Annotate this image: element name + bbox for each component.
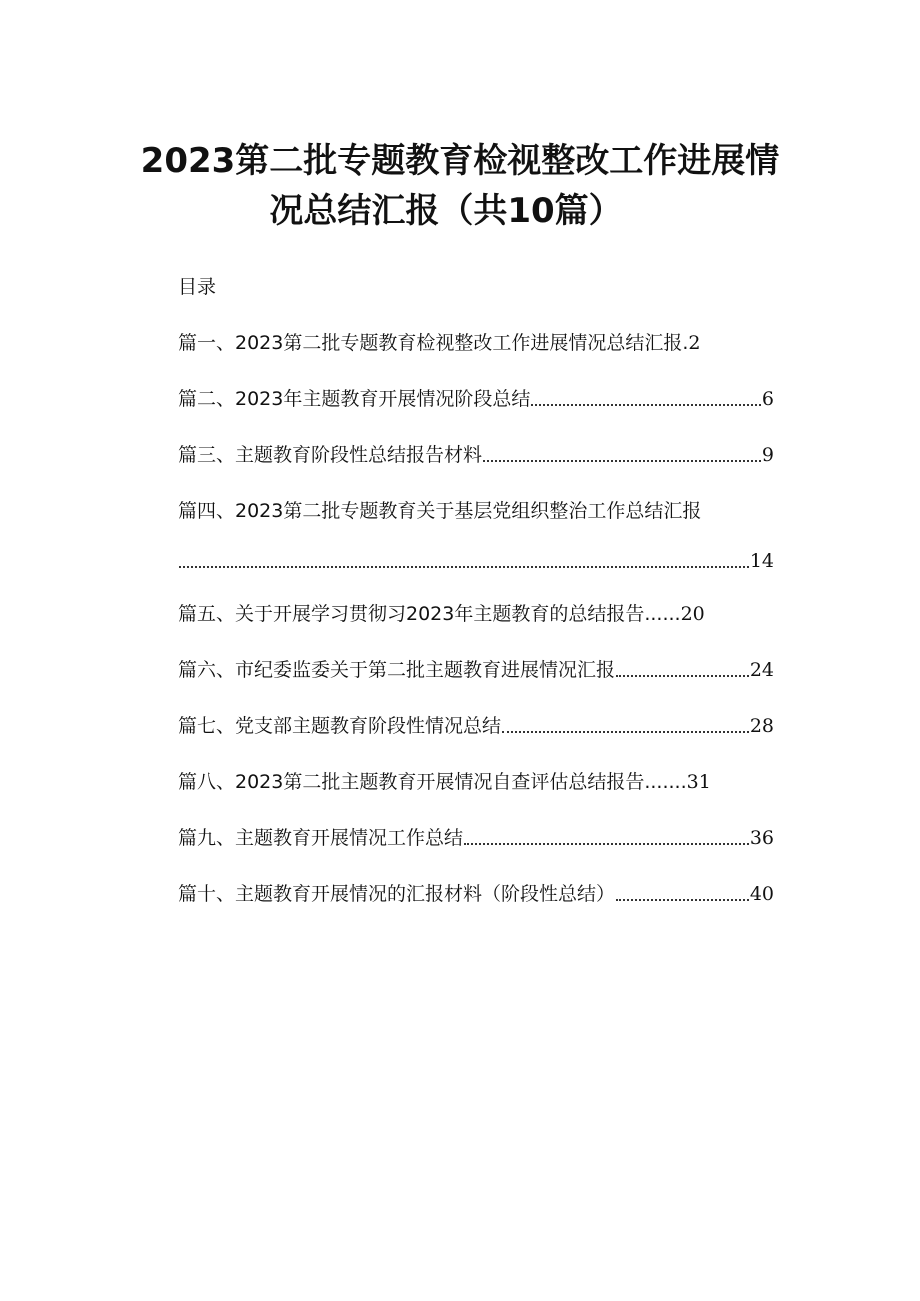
toc-entry-4[interactable] <box>178 498 774 524</box>
toc-entry-7[interactable] <box>178 713 774 739</box>
document-title-line-1: 2023第二批专题教育检视整改工作进展情 <box>140 141 780 181</box>
toc-entry-2[interactable] <box>178 386 774 412</box>
toc-entry-3[interactable] <box>178 442 774 468</box>
toc-entry-label: 篇十、主题教育开展情况的汇报材料（阶段性总结） <box>178 883 616 905</box>
toc-leader-dots <box>531 404 761 406</box>
toc-entry-page: 14 <box>749 550 774 572</box>
toc-entry-8[interactable] <box>178 769 711 795</box>
toc-entry-9[interactable] <box>178 825 774 851</box>
toc-entry-page: 20 <box>680 603 705 625</box>
toc-entry-6[interactable] <box>178 657 774 683</box>
toc-entry-label: 篇七、党支部主题教育阶段性情况总结 <box>178 715 502 737</box>
toc-entry-label: 篇三、主题教育阶段性总结报告材料 <box>178 444 483 466</box>
toc-entry-page: 28 <box>749 715 774 737</box>
toc-entry-page: 2 <box>688 332 701 354</box>
toc-entry-5[interactable] <box>178 601 705 627</box>
toc-leader-dots <box>464 843 749 845</box>
toc-entry-label: 篇一、2023第二批专题教育检视整改工作进展情况总结汇报. <box>178 332 689 354</box>
toc-entry-label: 篇九、主题教育开展情况工作总结 <box>178 827 464 849</box>
toc-entry-page: 40 <box>749 883 774 905</box>
toc-entry-page: 31 <box>686 771 711 793</box>
toc-leader-dots <box>616 899 749 901</box>
toc-entry-label: 篇八、2023第二批主题教育开展情况自查评估总结报告....... <box>178 771 687 793</box>
toc-entry-label: 篇二、2023年主题教育开展情况阶段总结 <box>178 388 531 410</box>
toc-entry-1[interactable] <box>178 330 701 356</box>
toc-entry-page: 9 <box>761 444 774 466</box>
toc-leader-dots <box>179 566 749 568</box>
toc-entry-label: 篇四、2023第二批专题教育关于基层党组织整治工作总结汇报 <box>178 500 702 522</box>
toc-entry-page: 6 <box>761 388 774 410</box>
toc-heading: 目录 <box>178 276 217 298</box>
toc-entry-page: 36 <box>749 827 774 849</box>
toc-entry-4-continuation[interactable] <box>178 548 774 574</box>
toc-leader-dots <box>502 731 749 733</box>
toc-entry-page: 24 <box>749 659 774 681</box>
toc-entry-10[interactable] <box>178 881 774 907</box>
toc-entry-label: 篇五、关于开展学习贯彻习2023年主题教育的总结报告...... <box>178 603 681 625</box>
document-title-line-2: 况总结汇报（共10篇） <box>269 191 623 231</box>
toc-leader-dots <box>483 460 761 462</box>
toc-entry-label: 篇六、市纪委监委关于第二批主题教育进展情况汇报 <box>178 659 616 681</box>
toc-leader-dots <box>616 675 749 677</box>
